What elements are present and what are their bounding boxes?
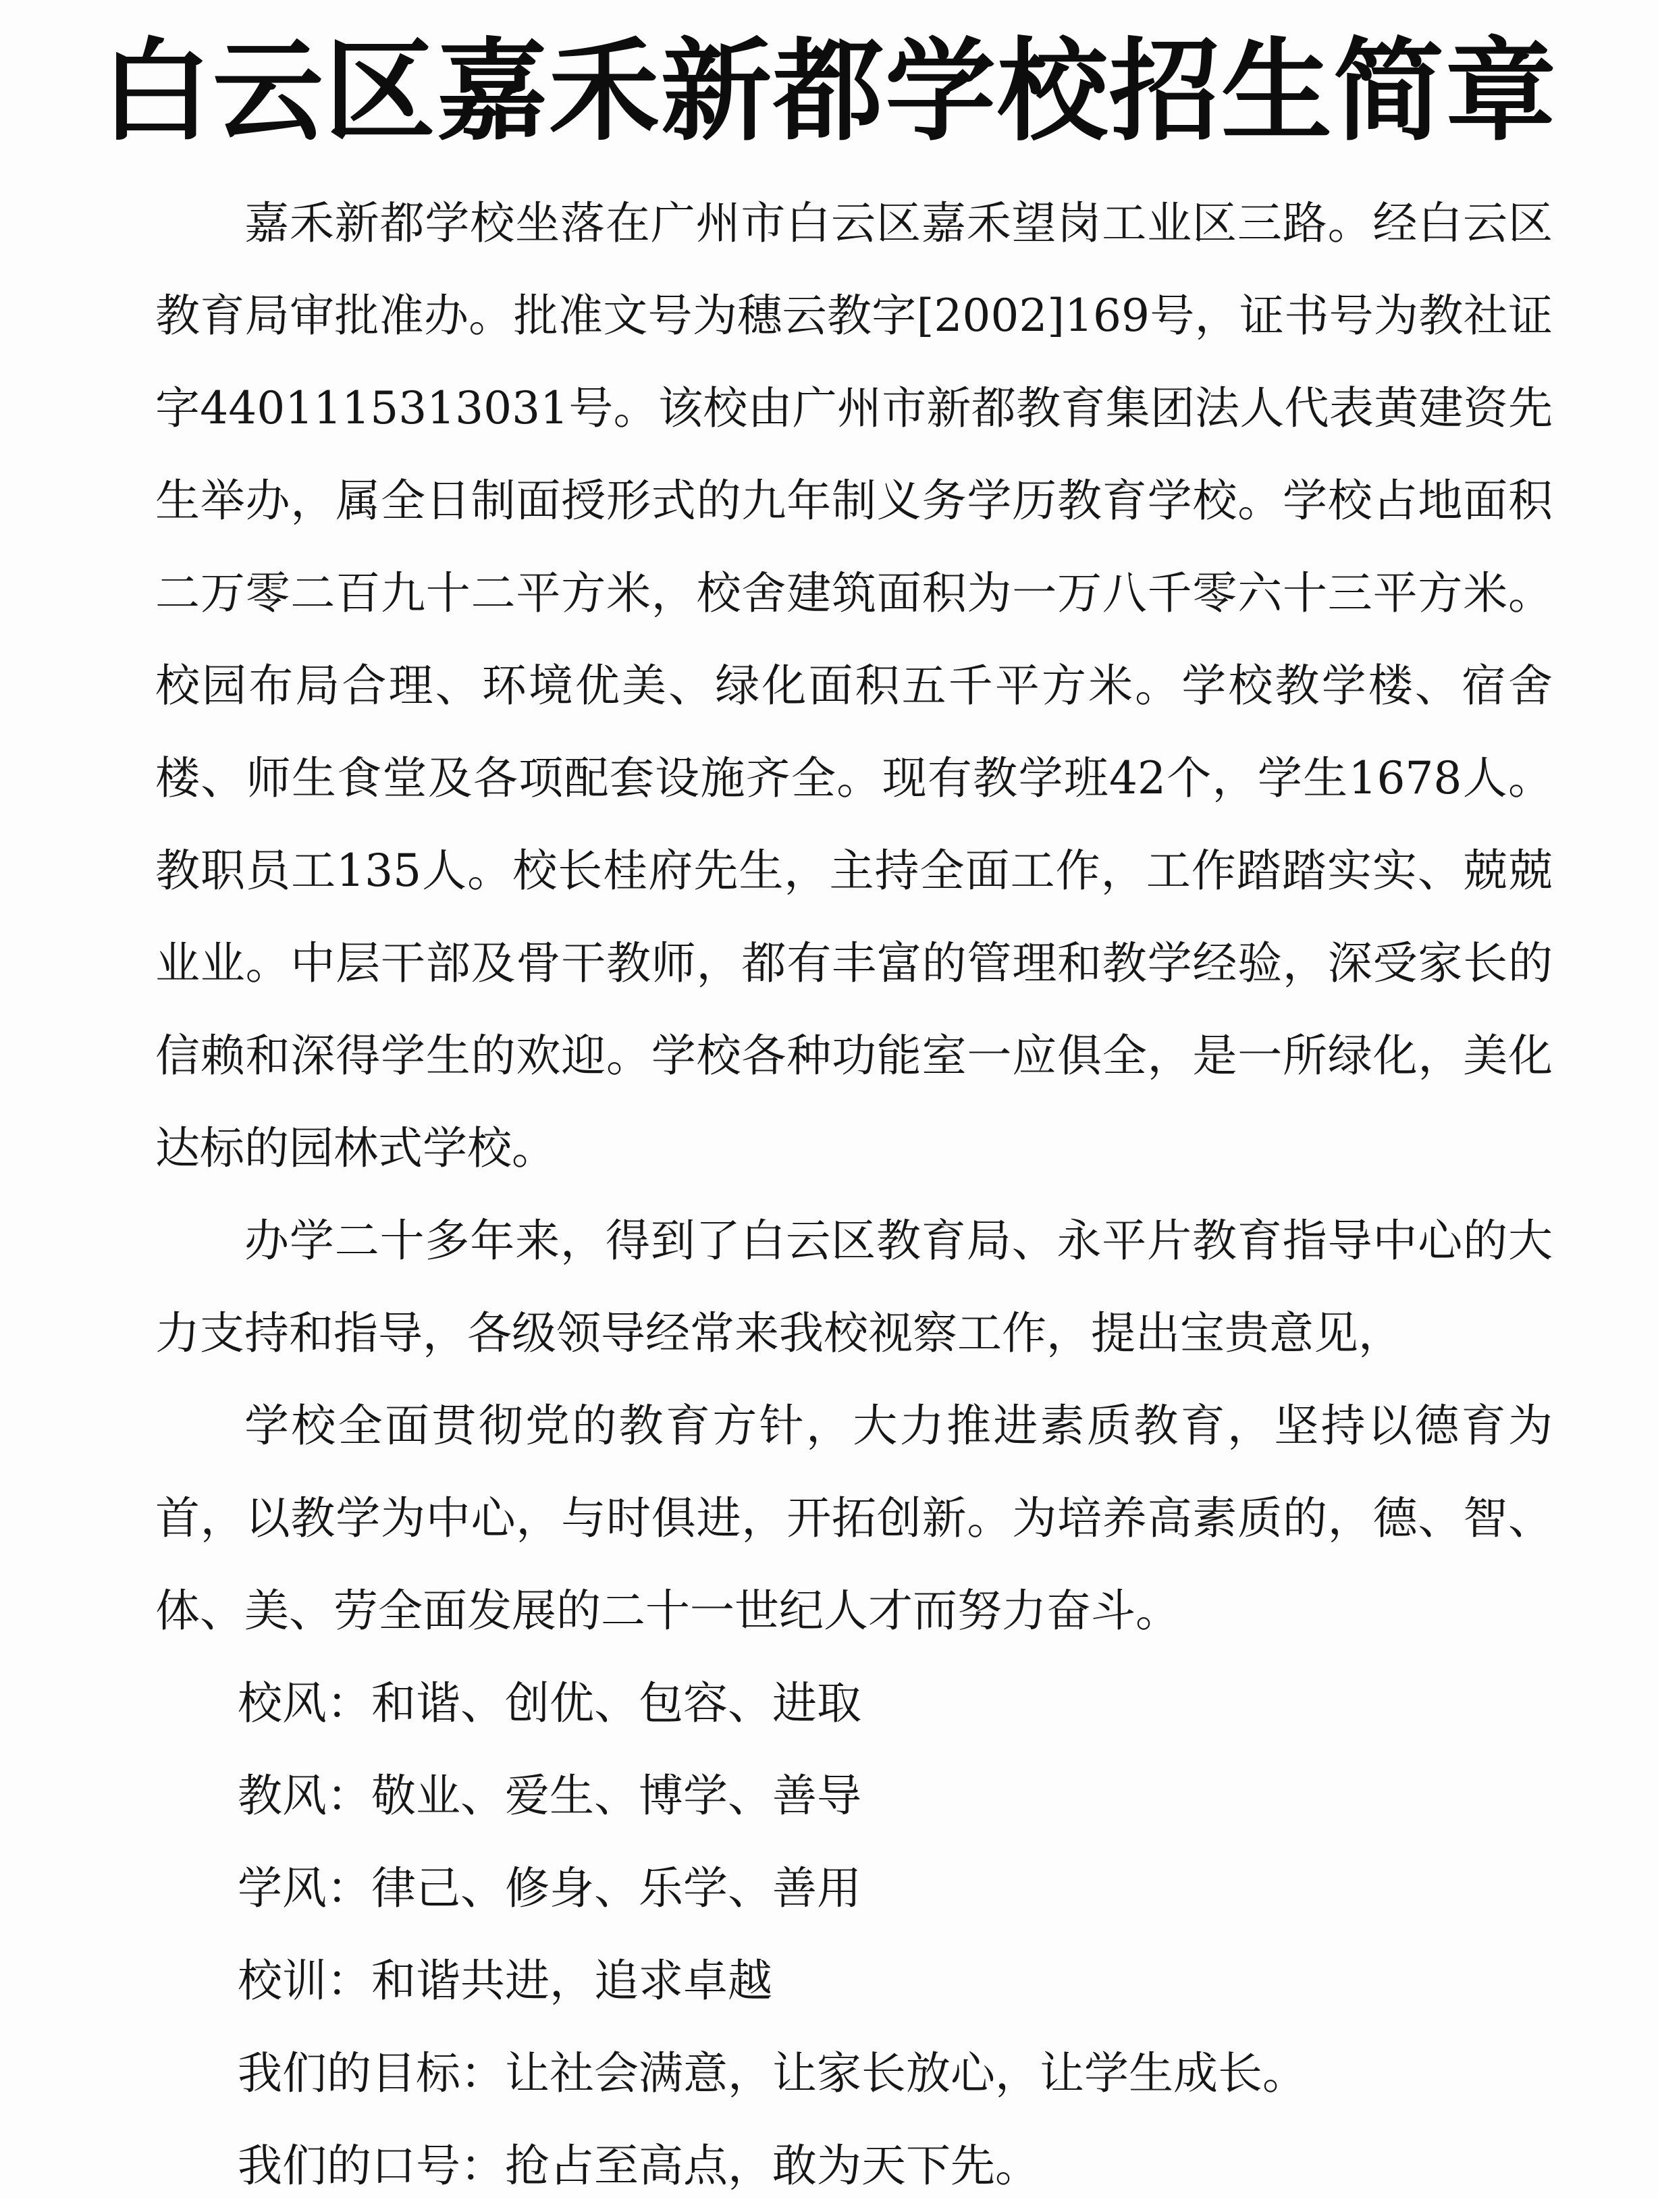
school-spirit-line: 校风：和谐、创优、包容、进取 [238, 1677, 861, 1729]
motto-list [155, 1657, 1553, 2212]
school-motto-line: 校训：和谐共进，追求卓越 [238, 1955, 772, 2007]
history-paragraph: 办学二十多年来，得到了白云区教育局、永平片教育指导中心的大力支持和指导，各级领导经常来我校视察工作，提出宝贵意见， [155, 1215, 1553, 1359]
intro-paragraph: 嘉禾新都学校坐落在广州市白云区嘉禾望岗工业区三路。经白云区教育局审批准办。批准文号为穗云教字[2002]169号，证书号为教社证字4401115313031号。该校由广州市新都教育集团法人代表黄建资先生举办，属全日制面授形式的九年制义务学历教育学校。学校占地面积二万零二百九十二平方米，校舍建筑面积为一万八千零六十三平方米。校园布局合理、环境优美、绿化面积五千平方米。学校教学楼、宿舍楼、师生食堂及各项配套设施齐全。现有教学班42个，学生1678人。教职员工135人。校长桂府先生，主持全面工作，工作踏踏实实、兢兢业业。中层干部及骨干教师，都有丰富的管理和教学经验，深受家长的信赖和深得学生的欢迎。学校各种功能室一应俱全，是一所绿化，美化达标的园林式学校。 [155, 197, 1553, 1174]
goal-line: 我们的目标：让社会满意，让家长放心，让学生成长。 [238, 2047, 1307, 2099]
document-body [155, 177, 1553, 2212]
slogan-line: 我们的口号：抢占至高点，敢为天下先。 [238, 2140, 1040, 2192]
philosophy-paragraph: 学校全面贯彻党的教育方针，大力推进素质教育，坚持以德育为首，以教学为中心，与时俱进，开拓创新。为培养高素质的，德、智、体、美、劳全面发展的二十一世纪人才而努力奋斗。 [155, 1400, 1553, 1637]
study-spirit-line: 学风：律己、修身、乐学、善用 [238, 1862, 861, 1914]
document-title: 白云区嘉禾新都学校招生简章 [100, 27, 1557, 156]
teaching-spirit-line: 教风：敬业、爱生、博学、善导 [238, 1770, 861, 1822]
